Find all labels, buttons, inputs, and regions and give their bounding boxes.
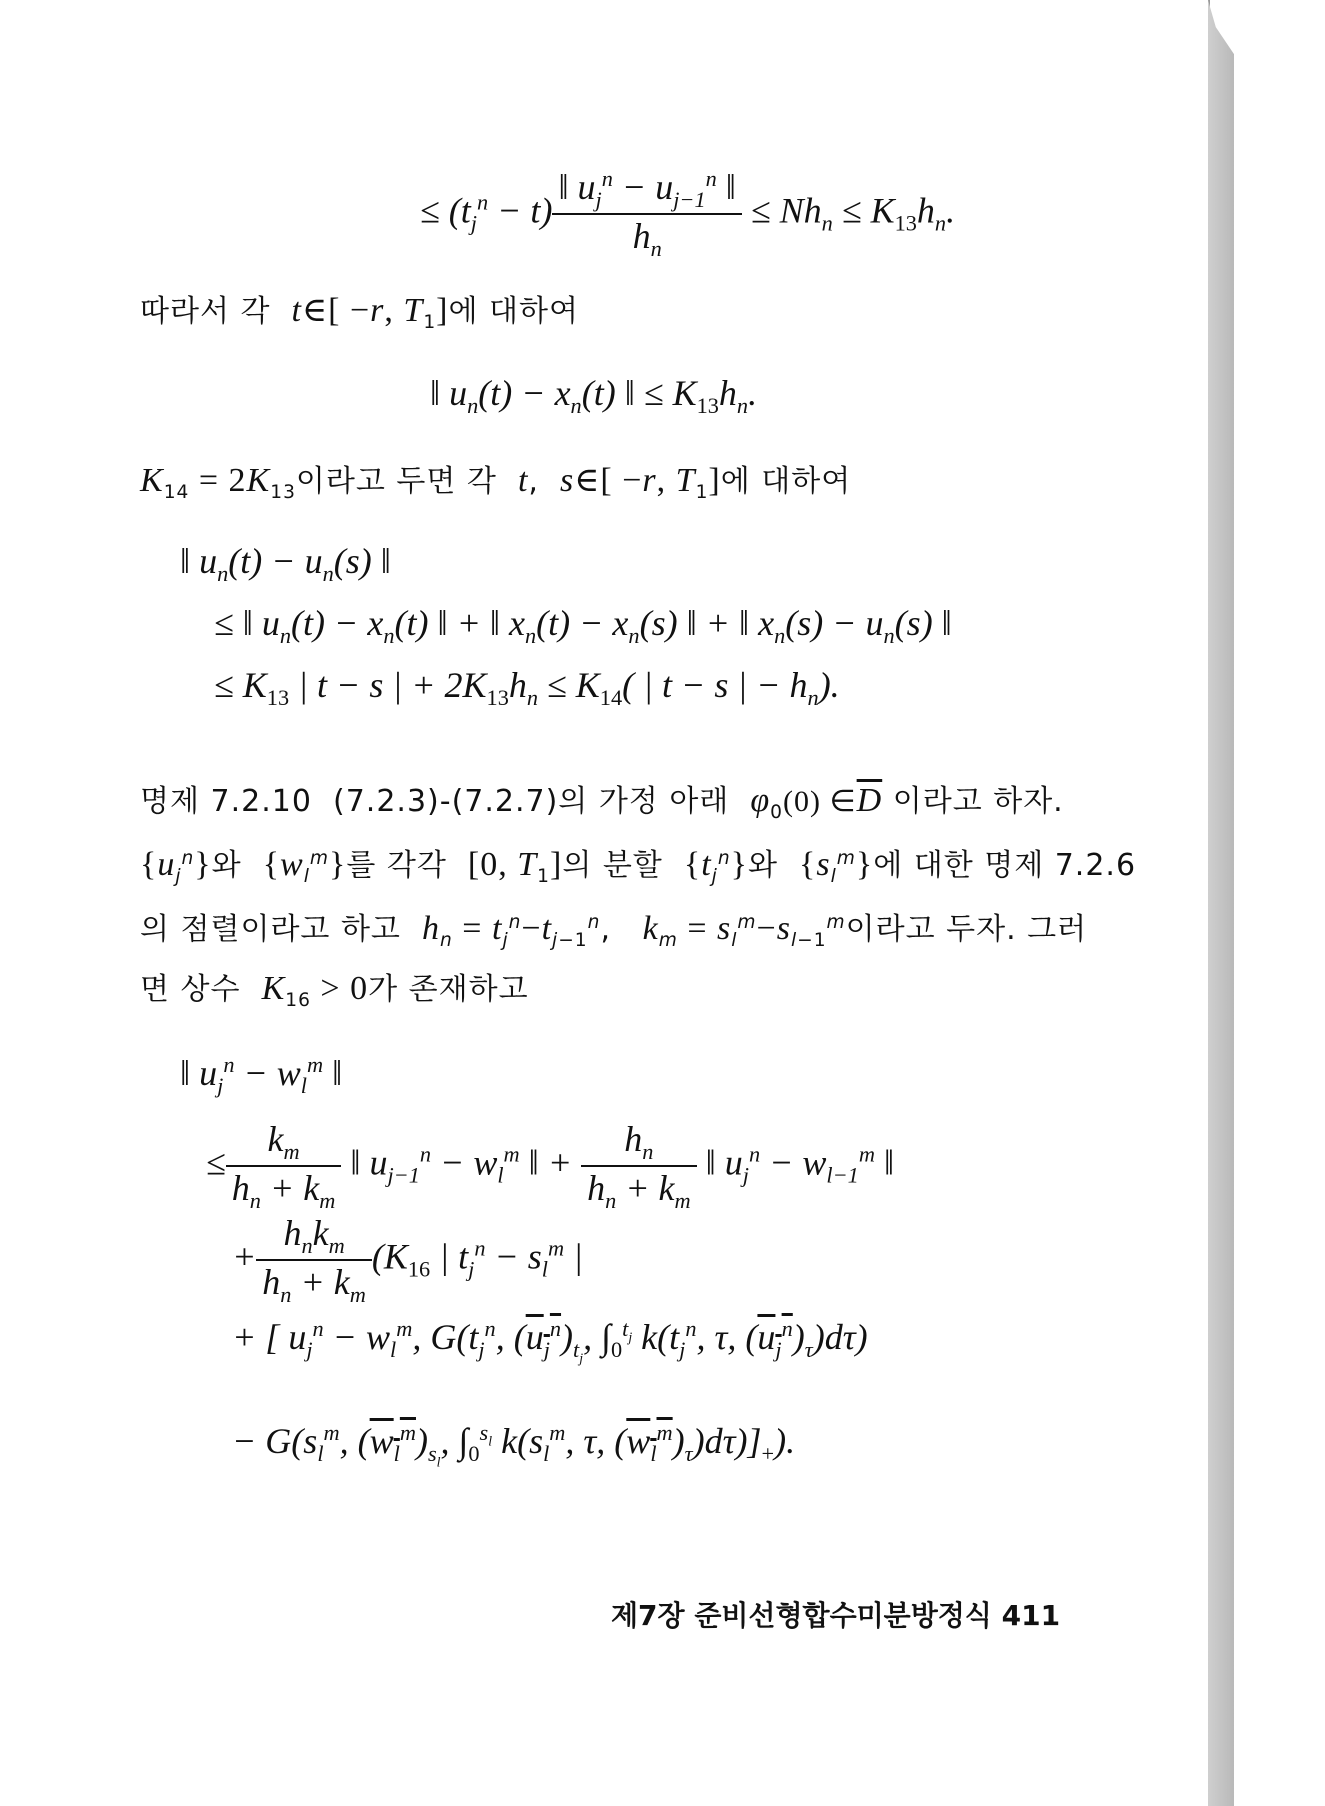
equation-4d: + [ $u_j^n - w_l^m$, $G(t_j^n$, $(u_j^n)_{t_j}$, $\int_0^{t_j}$ $k(t_j^n$, τ, $(u_j^n)_\tau)d\tau$)	[232, 1316, 868, 1366]
equation-2: ‖ $u_n(t) - x_n(t)$ ‖ ≤ $K_{13}h_n$.	[430, 373, 758, 419]
equation-3c: ≤ $K_{13}$ | t − s | + $2K_{13}h_n \le K_{14}$( | t − s | − $h_n$).	[214, 665, 840, 711]
equation-4a: ‖ $u_j^n - w_l^m$ ‖	[180, 1052, 343, 1099]
equation-3a: ‖ $u_n(t) - u_n(s)$ ‖	[180, 541, 391, 587]
equation-4c: + $\frac{h_nk_m}{h_n + k_m}$ ($K_{16}$ | $t_j^n - s_l^m$ |	[232, 1213, 584, 1308]
equation-1: ≤ $(t_j^n - t)$ $\frac{‖ u_j^n - u_{j-1}^n ‖}{h_n}$ ≤ $Nh_n \le K_{13}h_n$.	[420, 166, 956, 262]
page-edge	[1208, 0, 1234, 1806]
equation-4b: ≤ $\frac{k_m}{h_n + k_m}$ ‖ $u_{j-1}^n - w_l^m$ ‖ + $\frac{h_n}{h_n + k_m}$ ‖ $u_j^n - w_{l-1}^m$ ‖	[206, 1119, 895, 1214]
equation-4e: − $G(s_l^m$, $(w_l^m)_{s_l}$, $\int_0^{s_l}$ $k(s_l^m$, τ, $(w_l^m)_\tau)d\tau)]_+$).	[232, 1420, 796, 1470]
paragraph-2: $K_{14} = 2K_{13}$이라고 두면 각 t, s∈[ −r, $T_1$]에 대하여	[140, 462, 852, 503]
proposition-line-4: 면 상수 $K_{16} > 0$가 존재하고	[140, 970, 529, 1011]
proposition-line-2: $\{u_j^n\}$와 $\{w_l^m\}$를 각각 [0, $T_1$]의 분할 $\{t_j^n\}$와 $\{s_l^m\}$에 대한 명제 7.2.6	[140, 846, 1137, 887]
paragraph-1: 따라서 각 t∈[ −r, $T_1$]에 대하여	[140, 292, 579, 333]
equation-3b: ≤ ‖ $u_n(t) - x_n(t)$ ‖ + ‖ $x_n(t) - x_n(s)$ ‖ + ‖ $x_n(s) - u_n(s)$ ‖	[214, 603, 952, 649]
proposition-line-1: 명제 7.2.10 (7.2.3)-(7.2.7)의 가정 아래 $\varphi_0(0)$ $\in\overline{D}$ 이라고 하자.	[140, 782, 1064, 823]
page-footer: 제7장 준비선형합수미분방정식 411	[611, 1599, 1061, 1632]
proposition-line-3: 의 점렬이라고 하고 $h_n = t_j^n-t_{j-1}^n$, $k_m = s_l^m-s_{l-1}^m$이라고 두자. 그러	[140, 910, 1088, 951]
